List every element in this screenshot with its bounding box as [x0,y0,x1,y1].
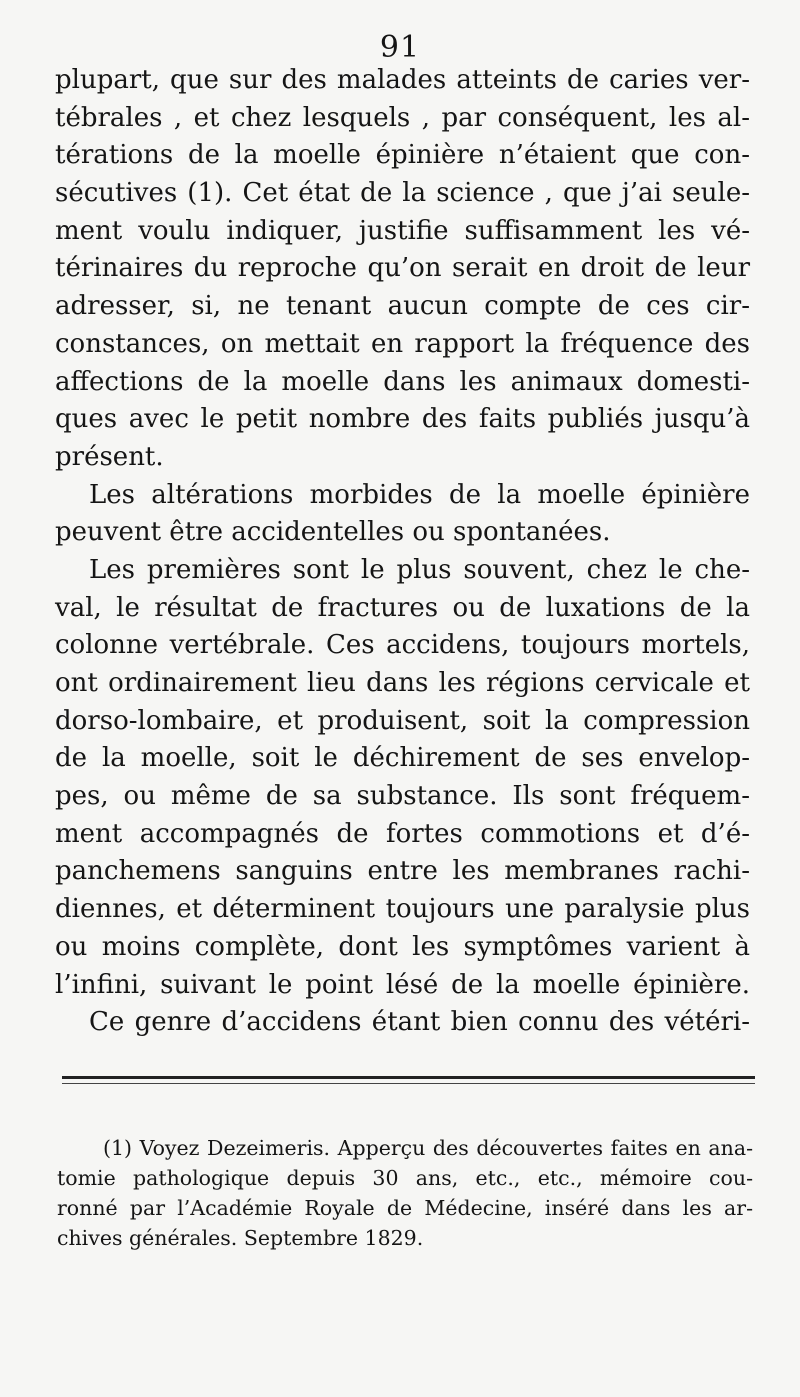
body-line: Les altérations morbides de la moelle épinière [89,479,750,510]
body-line: présent. [55,441,164,472]
body-line: plupart, que sur des malades atteints de caries ver- [55,65,750,95]
body-line: tébrales , et chez lesquels , par conséquent, les al- [55,102,750,133]
body-line: constances, on mettait en rapport la fréquence des [55,328,750,359]
body-line: panchemens sanguins entre les membranes rachi- [55,856,750,887]
body-line: sécutives (1). Cet état de la science , que j’ai seule- [55,178,750,209]
body-line: Ce genre d’accidens étant bien connu des vétéri- [89,1007,750,1038]
footnote-rule-thin [62,1083,755,1084]
footnote-line: tomie pathologique depuis 30 ans, etc., etc., mémoire cou- [57,1166,753,1190]
body-line: diennes, et déterminent toujours une paralysie plus [55,894,750,925]
body-line: l’infini, suivant le point lésé de la moelle épinière. [55,969,750,1000]
body-line: pes, ou même de sa substance. Ils sont fréquem- [55,781,750,812]
body-line: térinaires du reproche qu’on serait en droit de leur [55,253,750,284]
body-line: de la moelle, soit le déchirement de ses envelop- [55,743,750,774]
body-line: dorso-lombaire, et produisent, soit la compression [55,705,750,736]
body-line: colonne vertébrale. Ces accidens, toujours mortels, [55,630,750,661]
body-line: peuvent être accidentelles ou spontanées. [55,517,611,548]
body-line: ou moins complète, dont les symptômes varient à [55,931,750,962]
body-text [55,62,750,1042]
footnote-rule [62,1076,755,1079]
footnote-line: (1) Voyez Dezeimeris. Apperçu des découvertes faites en ana- [103,1136,753,1160]
page-number: 91 [379,30,421,65]
body-line: val, le résultat de fractures ou de luxations de la [55,592,750,623]
footnote [57,1133,753,1253]
footnote-line: ronné par l’Académie Royale de Médecine, inséré dans les ar- [57,1196,753,1220]
body-line: ont ordinairement lieu dans les régions cervicale et [55,668,750,698]
body-line: ques avec le petit nombre des faits publiés jusqu’à [55,404,750,435]
body-line: affections de la moelle dans les animaux domesti- [55,366,750,397]
body-line: térations de la moelle épinière n’étaient que con- [55,140,750,171]
body-line: ment accompagnés de fortes commotions et d’é- [55,818,750,849]
footnote-line: chives générales. Septembre 1829. [57,1226,424,1250]
body-line: ment voulu indiquer, justifie suffisamment les vé- [55,215,750,246]
body-line: Les premières sont le plus souvent, chez le che- [89,554,750,585]
body-line: adresser, si, ne tenant aucun compte de ces cir- [55,291,750,322]
